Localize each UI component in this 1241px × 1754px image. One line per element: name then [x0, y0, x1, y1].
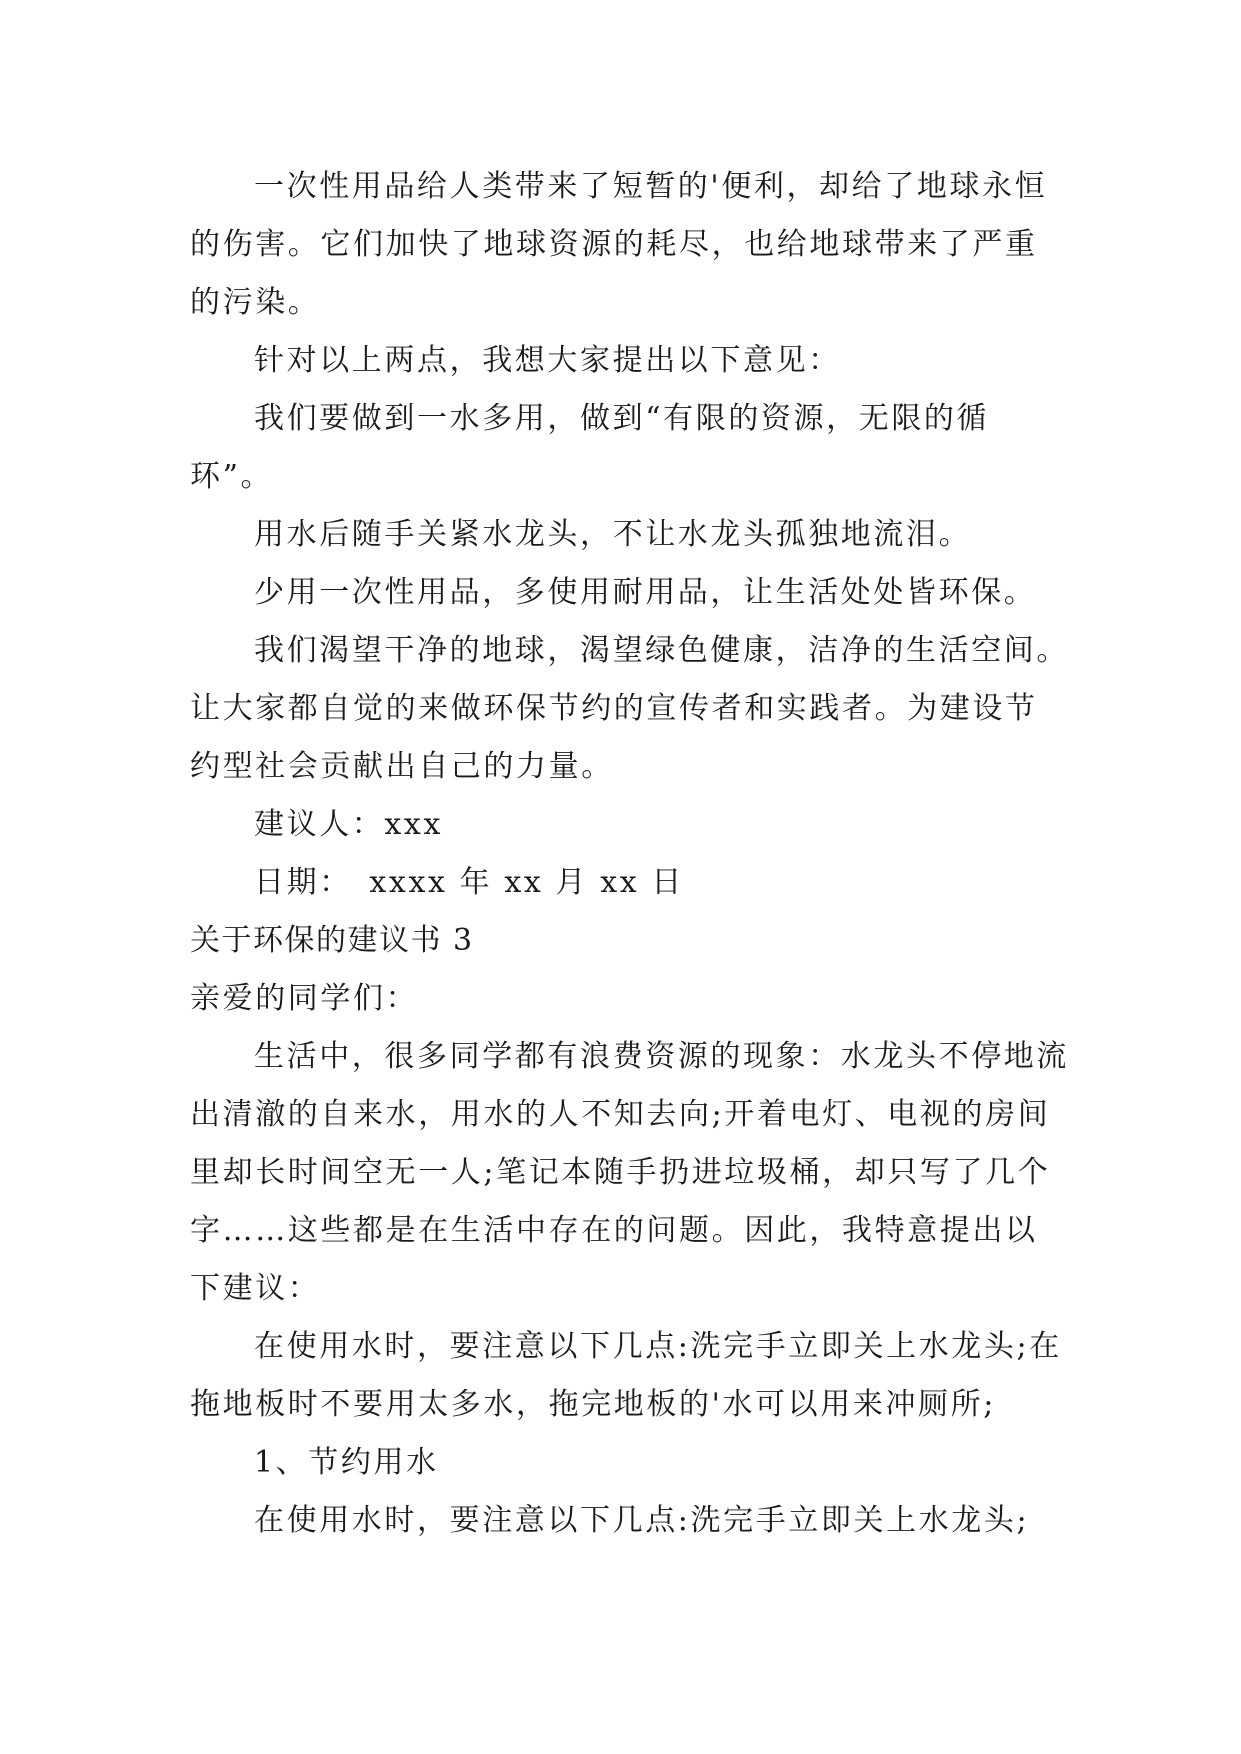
- paragraph-suggestions-intro: 针对以上两点，我想大家提出以下意见：: [254, 343, 841, 378]
- date-line: 日期： xxxx 年 xx 月 xx 日: [254, 865, 685, 900]
- paragraph-close-tap: 用水后随手关紧水龙头，不让水龙头孤独地流泪。: [254, 517, 972, 552]
- paragraph-waste-phenomena: 生活中，很多同学都有浪费资源的现象：水龙头不停地流出清澈的自来水，用水的人不知去向;开着电灯、电视的房间里却长时间空无一人;笔记本随手扔进垃圾桶，却只写了几个字……这些都是在生活中存在的问题。因此，我特意提出以下建议：: [190, 1039, 1069, 1306]
- proposer-line: 建议人：xxx: [254, 807, 443, 842]
- paragraph-water-tips: 在使用水时，要注意以下几点:洗完手立即关上水龙头;在拖地板时不要用太多水，拖完地板的'水可以用来冲厕所;: [190, 1329, 1062, 1422]
- paragraph-reuse-water: 我们要做到一水多用，做到“有限的资源，无限的循环”。: [190, 401, 990, 494]
- document-body: [190, 158, 1070, 1550]
- section-title: 关于环保的建议书 3: [190, 923, 474, 958]
- paragraph-clean-earth: 我们渴望干净的地球，渴望绿色健康，洁净的生活空间。让大家都自觉的来做环保节约的宣传者和实践者。为建设节约型社会贡献出自己的力量。: [190, 633, 1069, 784]
- paragraph-water-tips-repeat: 在使用水时，要注意以下几点:洗完手立即关上水龙头;: [254, 1503, 1030, 1538]
- paragraph-less-disposables: 少用一次性用品，多使用耐用品，让生活处处皆环保。: [254, 575, 1037, 610]
- paragraph-disposable-harm: 一次性用品给人类带来了短暂的'便利，却给了地球永恒的伤害。它们加快了地球资源的耗尽，也给地球带来了严重的污染。: [190, 169, 1048, 320]
- list-heading-save-water: 1、节约用水: [254, 1445, 439, 1480]
- salutation: 亲爱的同学们：: [190, 981, 419, 1016]
